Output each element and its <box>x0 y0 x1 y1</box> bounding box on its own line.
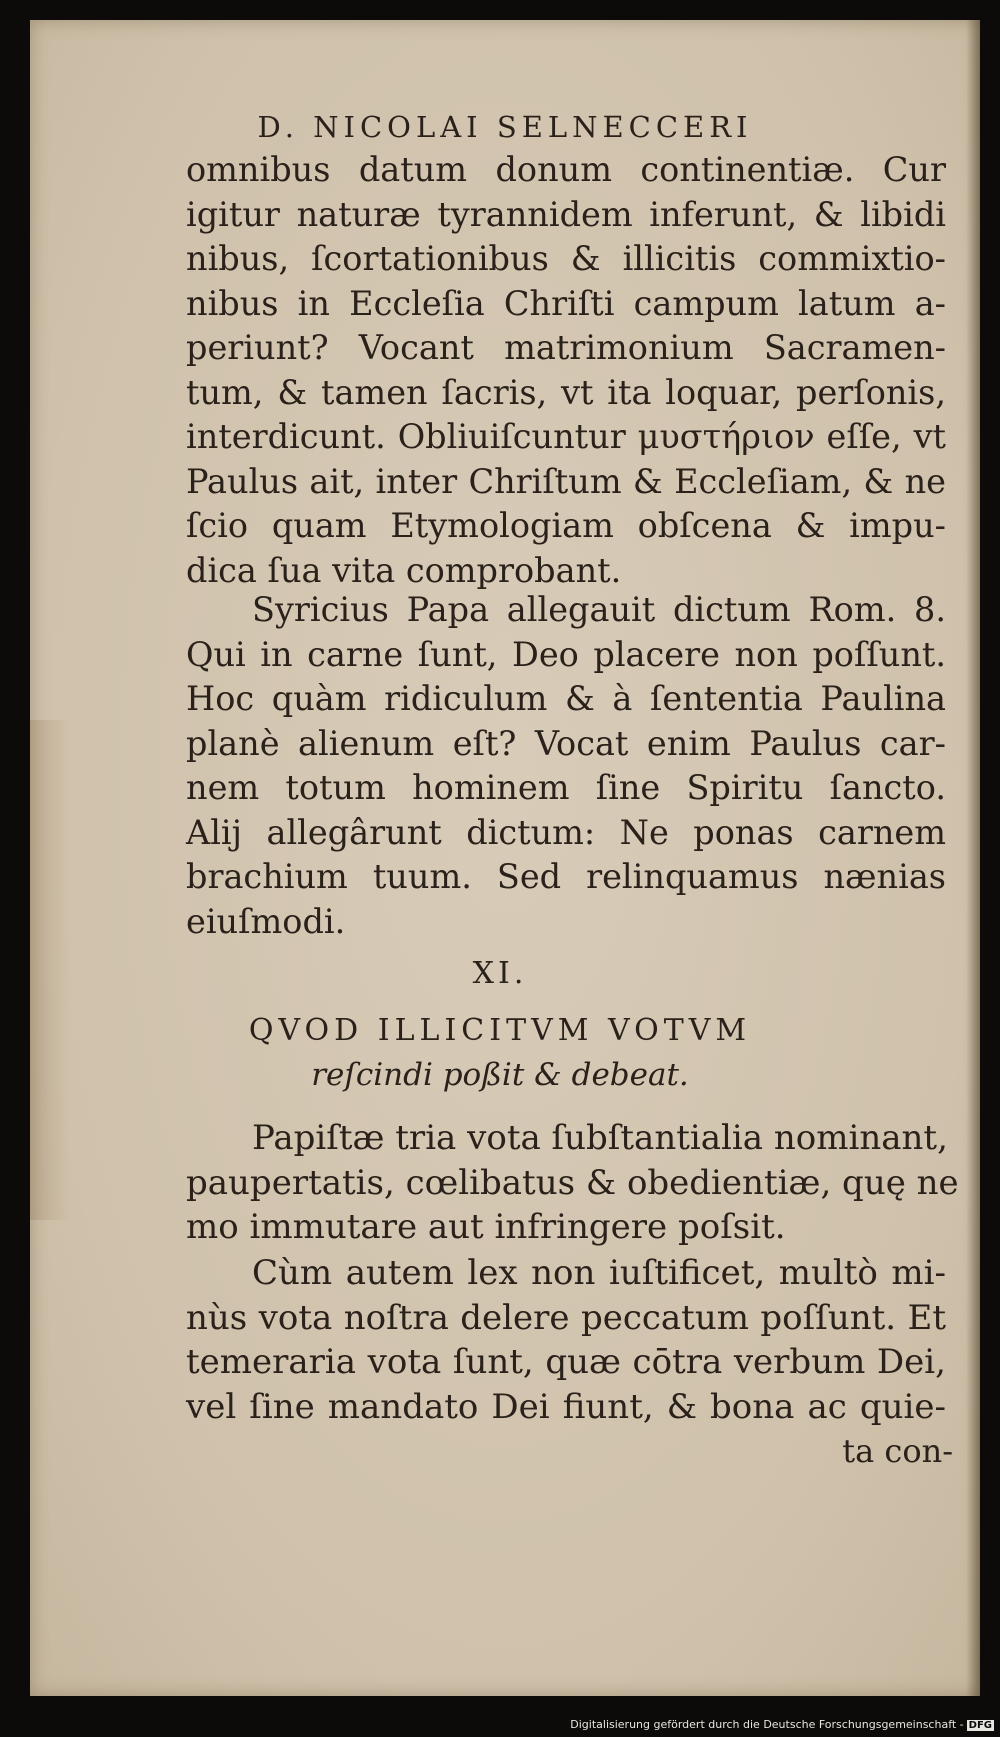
text-line: planè alienum eſt? Vocat enim Paulus car- <box>186 723 946 763</box>
text-line: nem totum hominem ſine Spiritu ſancto. <box>186 768 946 807</box>
text-line: eiuſmodi. <box>186 901 346 941</box>
paragraph-3 <box>186 1116 959 1250</box>
catchword: ta con- <box>842 1432 953 1470</box>
text-line: Syricius Papa allegauit dictum Rom. 8. <box>252 590 946 629</box>
section-number: XI. <box>472 956 528 991</box>
text-line: igitur naturæ tyrannidem inferunt, & libidi <box>186 194 946 234</box>
footer-text: Digitalisierung gefördert durch die Deutsche Forschungsgemeinschaft - <box>570 1718 964 1731</box>
text-line: nùs vota noſtra delere peccatum poſſunt. Et <box>186 1297 946 1338</box>
text-line: dica ſua vita comprobant. <box>186 550 622 590</box>
paragraph-1 <box>186 148 946 593</box>
text-line: omnibus datum donum continentiæ. Cur <box>186 150 946 189</box>
text-line: periunt? Vocant matrimonium Sacramen- <box>186 328 946 367</box>
paragraph-4 <box>186 1251 946 1429</box>
text-line: Paulus ait, inter Chriſtum & Eccleſiam, & ne <box>186 461 946 501</box>
section-subtitle: reſcindi poßit & debeat. <box>311 1057 689 1093</box>
text-line: vel ſine mandato Dei fiunt, & bona ac quie- <box>186 1386 946 1427</box>
text-line: Cùm autem lex non iuſtificet, multò mi- <box>252 1253 946 1293</box>
text-line: nibus, ſcortationibus & illicitis commixtio- <box>186 239 946 278</box>
text-line: ſcio quam Etymologiam obſcena & impu- <box>186 506 946 545</box>
text-line: interdicunt. Obliuiſcuntur μυστήριον eſſe, vt <box>186 417 946 456</box>
digitization-footer <box>570 1718 994 1731</box>
text-line: Papiſtæ tria vota ſubſtantialia nominant, <box>252 1118 948 1158</box>
text-line: nibus in Eccleſia Chriſti campum latum a- <box>186 283 946 323</box>
text-line: temeraria vota ſunt, quæ cōtra verbum Dei, <box>186 1342 946 1382</box>
text-line: Qui in carne ſunt, Deo placere non poſſunt. <box>186 634 946 674</box>
text-line: brachium tuum. Sed relinquamus nænias <box>186 857 946 896</box>
section-title: QVOD ILLICITVM VOTVM <box>248 1013 752 1048</box>
paragraph-2 <box>186 588 946 944</box>
text-line: mo immutare aut infringere poſsit. <box>186 1207 786 1247</box>
text-line: tum, & tamen ſacris, vt ita loquar, perſonis, <box>186 372 946 412</box>
page-edge-shadow <box>966 20 980 1696</box>
running-head: D. NICOLAI SELNECCERI <box>257 110 753 144</box>
text-line: Hoc quàm ridiculum & à ſententia Paulina <box>186 679 946 718</box>
dfg-logo: DFG <box>968 1720 992 1731</box>
text-line: paupertatis, cœlibatus & obedientiæ, quę ne <box>186 1162 959 1203</box>
text-line: Alij allegârunt dictum: Ne ponas carnem <box>186 812 946 852</box>
